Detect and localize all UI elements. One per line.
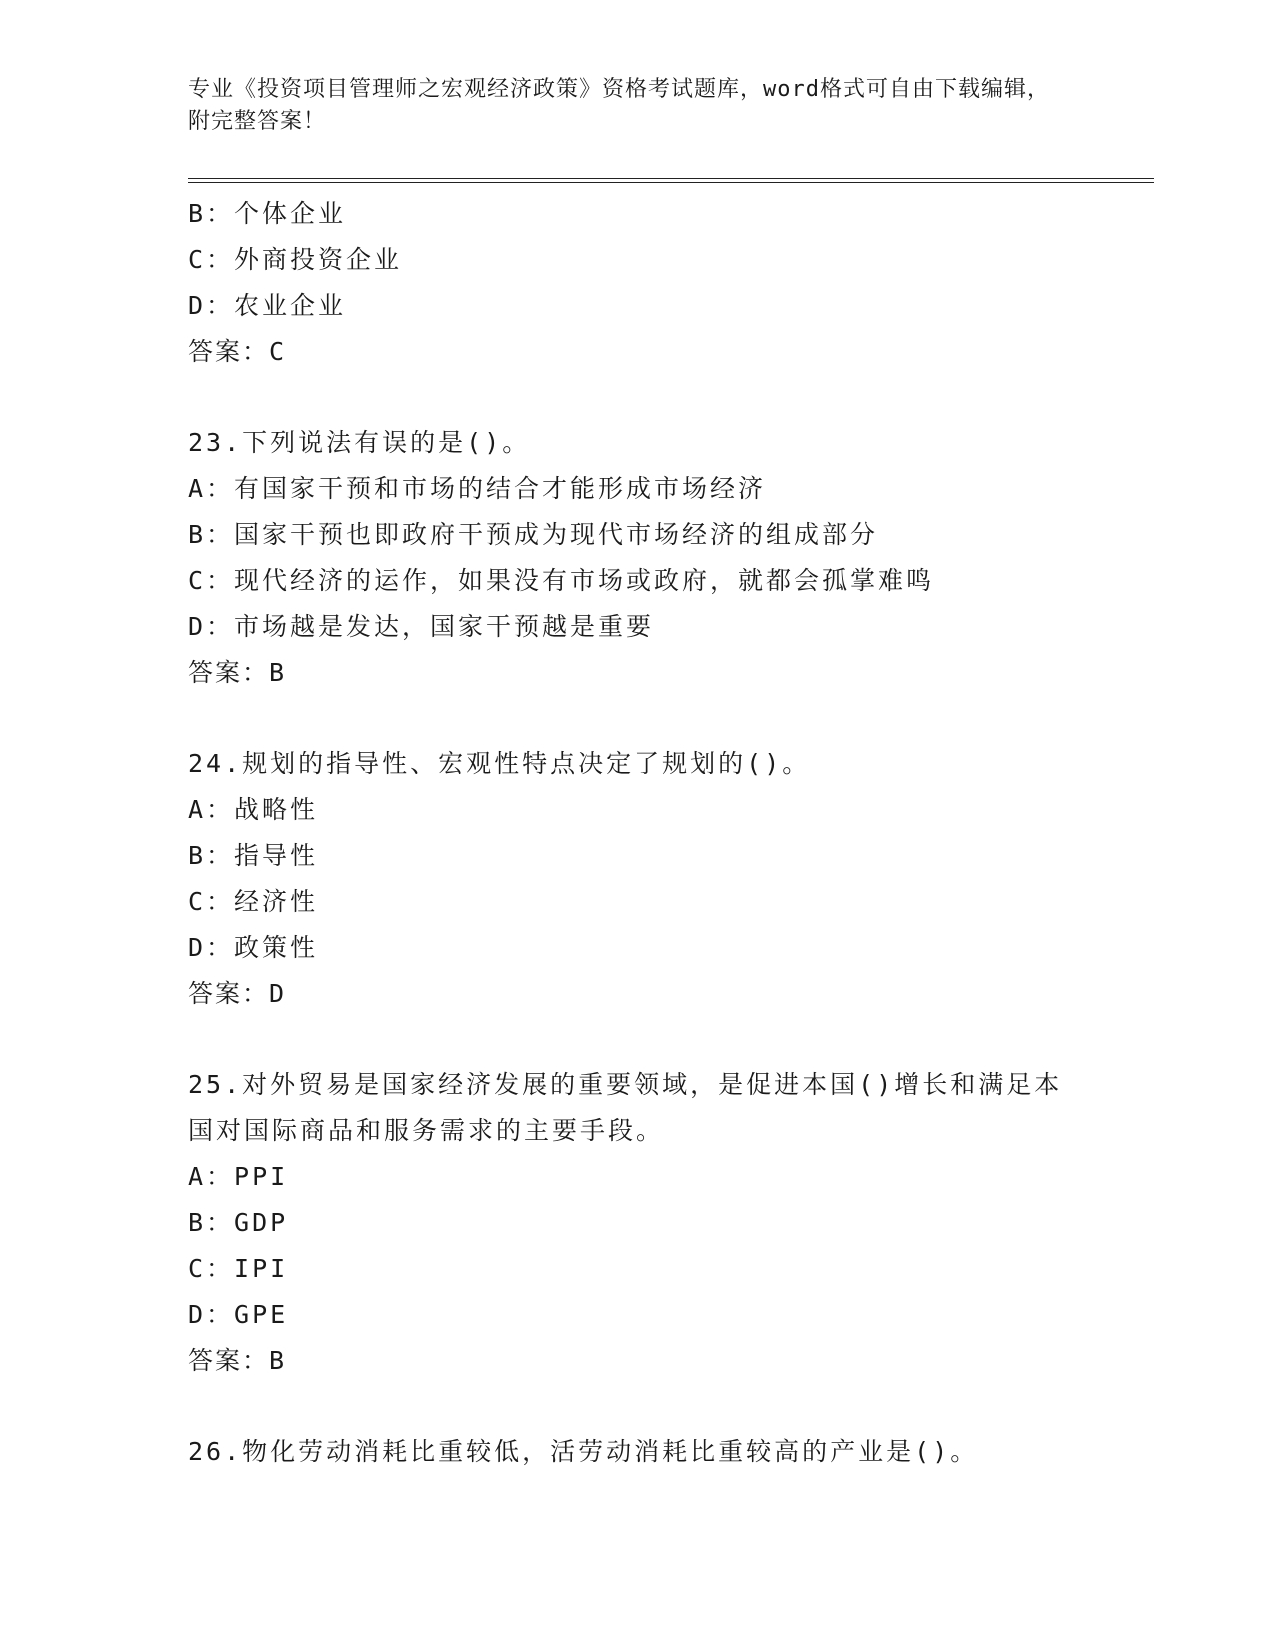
option-b: B：国家干预也即政府干预成为现代市场经济的组成部分 — [188, 520, 879, 549]
option-a: A：有国家干预和市场的结合才能形成市场经济 — [188, 474, 767, 503]
question-list — [188, 191, 1088, 1475]
question-text-line-1: 25.对外贸易是国家经济发展的重要领域，是促进本国()增长和满足本 — [188, 1070, 1063, 1099]
answer: 答案：B — [188, 1346, 287, 1375]
option-c: C：经济性 — [188, 887, 319, 916]
answer: 答案：B — [188, 658, 287, 687]
option-a: A：战略性 — [188, 795, 319, 824]
option-b: B：个体企业 — [188, 199, 347, 228]
header-divider-top — [188, 178, 1154, 179]
option-c: C：外商投资企业 — [188, 245, 403, 274]
option-c: C：现代经济的运作，如果没有市场或政府，就都会孤掌难鸣 — [188, 566, 935, 595]
question-24 — [188, 741, 1088, 1017]
option-d: D：GPE — [188, 1300, 289, 1329]
question-text: 23.下列说法有误的是()。 — [188, 428, 531, 457]
question-22-tail — [188, 191, 1088, 375]
question-text: 24.规划的指导性、宏观性特点决定了规划的()。 — [188, 749, 811, 778]
document-intro: 专业《投资项目管理师之宏观经济政策》资格考试题库，word格式可自由下载编辑，附完整答案！ — [188, 77, 1050, 134]
option-b: B：GDP — [188, 1208, 289, 1237]
question-text-line-2: 国对国际商品和服务需求的主要手段。 — [188, 1116, 665, 1145]
option-d: D：政策性 — [188, 933, 319, 962]
question-26 — [188, 1429, 1088, 1475]
answer: 答案：C — [188, 337, 287, 366]
option-d: D：市场越是发达，国家干预越是重要 — [188, 612, 655, 641]
header-divider-bottom — [188, 182, 1154, 183]
option-d: D：农业企业 — [188, 291, 347, 320]
answer: 答案：D — [188, 979, 287, 1008]
option-a: A：PPI — [188, 1162, 289, 1191]
option-b: B：指导性 — [188, 841, 319, 870]
option-c: C：IPI — [188, 1254, 289, 1283]
question-23 — [188, 420, 1088, 696]
question-25 — [188, 1062, 1088, 1384]
question-text: 26.物化劳动消耗比重较低，活劳动消耗比重较高的产业是()。 — [188, 1437, 979, 1466]
